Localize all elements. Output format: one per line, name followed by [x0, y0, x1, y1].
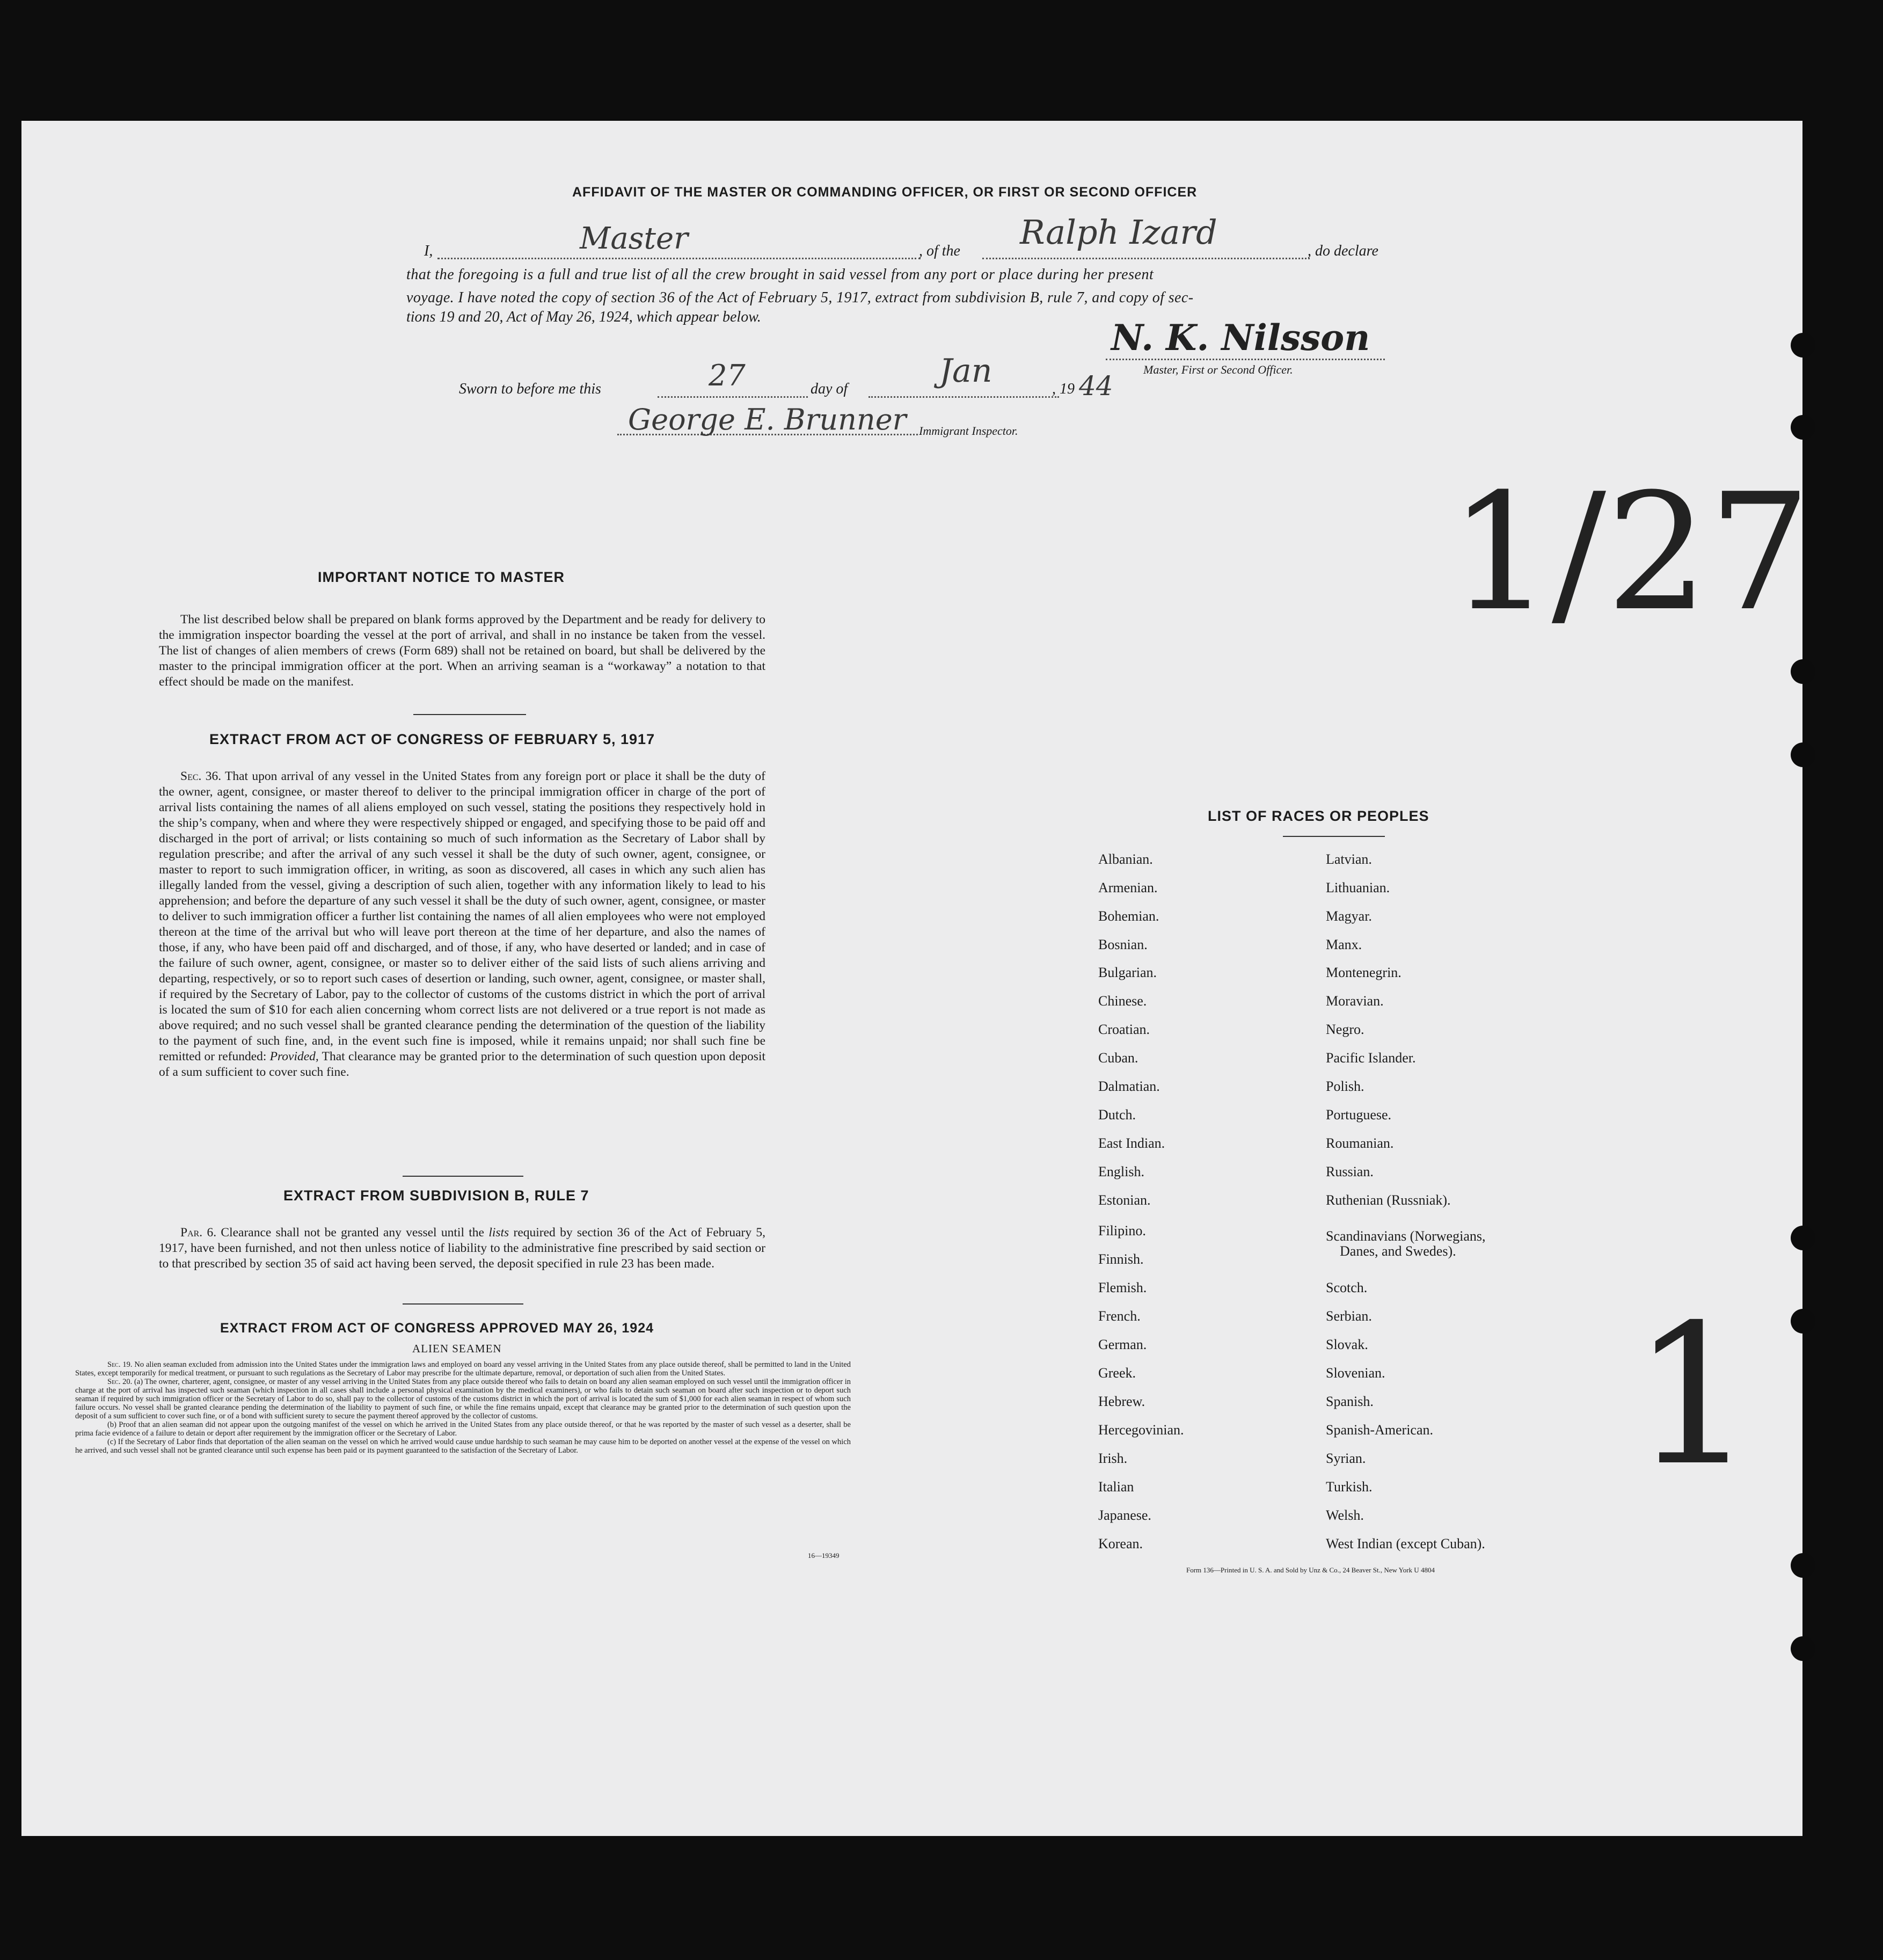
race-item: Scotch. — [1326, 1280, 1368, 1295]
punch-hole — [1791, 1309, 1815, 1334]
day-line — [658, 396, 808, 398]
master-caption: Master, First or Second Officer. — [1143, 363, 1293, 376]
handwritten-year: 44 — [1079, 370, 1113, 402]
race-item: Italian — [1098, 1479, 1134, 1495]
race-item: Dutch. — [1098, 1107, 1136, 1123]
divider — [1283, 836, 1385, 837]
race-item: East Indian. — [1098, 1135, 1165, 1151]
race-item: Scandinavians (Norwegians, — [1326, 1228, 1486, 1244]
race-item: Dalmatian. — [1098, 1079, 1160, 1094]
race-item: Danes, and Swedes). — [1340, 1243, 1456, 1259]
year-prefix: , 19 — [1052, 381, 1075, 397]
race-item: French. — [1098, 1308, 1141, 1324]
affidavit-line-2: that the foregoing is a full and true list of all the crew brought in said vessel from any port or place during her present — [406, 266, 1154, 283]
inspector-caption: Immigrant Inspector. — [919, 424, 1018, 438]
i-label: I, — [424, 243, 433, 259]
punch-hole — [1791, 1636, 1815, 1661]
do-declare-label: , do declare — [1308, 243, 1378, 259]
divider — [403, 1176, 523, 1177]
race-item: Lithuanian. — [1326, 880, 1390, 895]
race-item: Chinese. — [1098, 993, 1147, 1009]
race-item: Russian. — [1326, 1164, 1374, 1179]
race-item: Ruthenian (Russniak). — [1326, 1192, 1451, 1208]
race-item: Slovak. — [1326, 1337, 1368, 1352]
race-item: Korean. — [1098, 1536, 1143, 1551]
race-item: Turkish. — [1326, 1479, 1373, 1495]
alien-seamen-subtitle: ALIEN SEAMEN — [412, 1342, 502, 1355]
race-item: Portuguese. — [1326, 1107, 1392, 1123]
notice-title: IMPORTANT NOTICE TO MASTER — [318, 569, 565, 585]
race-item: Hercegovinian. — [1098, 1422, 1184, 1438]
punch-hole — [1791, 415, 1815, 440]
race-item: Montenegrin. — [1326, 965, 1402, 980]
printer-footer: Form 136—Printed in U. S. A. and Sold by Unz & Co., 24 Beaver St., New York U 4804 — [1186, 1566, 1435, 1574]
rank-line — [437, 258, 921, 259]
handwritten-rank: Master — [580, 221, 688, 256]
handwritten-vessel: Ralph Izard — [1020, 213, 1217, 252]
punch-hole — [1791, 742, 1815, 767]
punch-hole — [1791, 333, 1815, 358]
month-line — [868, 396, 1059, 398]
race-item: Irish. — [1098, 1451, 1128, 1466]
race-item: Finnish. — [1098, 1251, 1144, 1267]
race-item: Pacific Islander. — [1326, 1050, 1416, 1066]
sec-19-20-text: Sec. 19. No alien seaman excluded from admission into the United States under the immigration laws and employed on board any vessel arriving in the United States from any place outside thereof, shall be permitted to land in the United States, except temporarily for medical treatment, or pursuant to such regulations as the Secretary of Labor may prescribe for the ultimate departure, removal, or deportation of such alien from the United States. Sec. 20. (a) The owner, charterer, agent, consignee, or master of any vessel arriving in the United States from any place outside thereof who fails to detain on board any alien seaman employed on such vessel until the immigration officer in charge at the port of arrival has inspected such seaman (which inspection in all cases shall include a personal physical examination by the medical examiners), or who fails to detain such seaman on board after such inspection or to deport such seaman if required by such immigration officer or the Secretary of Labor to do so, shall pay to the collector of customs of the customs district in which the port of arrival is located the sum of $1,000 for each alien seaman in respect of whom such failure occurs. No vessel shall be granted clearance pending the determination of the liability to payment of such fine, or while the fine remains unpaid, except that clearance may be granted prior to the determination of such question upon the deposit of a sum sufficient to cover such fine, or of a bond with sufficient surety to secure the payment thereof approved by the collector of customs. (b) Proof that an alien seaman did not appear upon the outgoing manifest of the vessel on which he arrived in the United States from any place outside thereof, or that he was reported by the master of such vessel as a deserter, shall be prima facie evidence of a failure to detain or deport after requirement by the immigration officer or the Secretary of Labor. (c) If the Secretary of Labor finds that deportation of the alien seaman on the vessel on which he arrived would cause undue hardship to such seaman he may cause him to be deported on another vessel at the expense of the vessel on which he arrived, and such vessel shall not be granted clearance until such expense has been paid or its payment guaranteed to the satisfaction of the Secretary of Labor. — [75, 1360, 851, 1455]
race-item: Serbian. — [1326, 1308, 1372, 1324]
signature-line — [1106, 359, 1385, 360]
race-item: Slovenian. — [1326, 1365, 1385, 1381]
race-item: Magyar. — [1326, 908, 1372, 924]
punch-hole — [1791, 659, 1815, 684]
race-item: Welsh. — [1326, 1507, 1364, 1523]
affidavit-line-3: voyage. I have noted the copy of section 36 of the Act of February 5, 1917, extract from subdivision B, rule 7, and copy of sec- — [406, 289, 1194, 306]
race-item: Moravian. — [1326, 993, 1384, 1009]
race-item: Croatian. — [1098, 1022, 1150, 1037]
par-6-text: Par. 6. Clearance shall not be granted any vessel until the lists required by section 36 of the Act of February 5, 1917, have been furnished, and not then unless notice of liability to the administrative fine prescribed by said section or to that prescribed by section 35 of said act having been served, the deposit specified in rule 23 has been made. — [159, 1226, 766, 1271]
handwritten-signature: N. K. Nilsson — [1111, 317, 1370, 359]
race-item: Flemish. — [1098, 1280, 1147, 1295]
vessel-line — [982, 258, 1310, 259]
notice-text: The list described below shall be prepared on blank forms approved by the Department and be ready for delivery to the immigration inspector boarding the vessel at the port of arrival, and shall in no instance be taken from the vessel. The list of changes of alien members of crews (Form 689) shall not be retained on board, but shall be delivered by the master to the principal immigration officer at the port. When an arriving seaman is a “workaway” a notation to that effect should be made on the manifest. — [159, 613, 765, 689]
extract-1917-title: EXTRACT FROM ACT OF CONGRESS OF FEBRUARY 5, 1917 — [209, 731, 655, 747]
margin-note: 1/27 — [1449, 459, 1811, 646]
race-item: Roumanian. — [1326, 1135, 1394, 1151]
race-item: English. — [1098, 1164, 1144, 1179]
race-item: Bohemian. — [1098, 908, 1159, 924]
form-code: 16—19349 — [808, 1551, 840, 1560]
divider — [403, 1303, 523, 1305]
handwritten-day: 27 — [709, 359, 746, 392]
day-of-label: day of — [811, 381, 848, 397]
of-the-label: , of the — [919, 243, 960, 259]
punch-hole — [1791, 1226, 1815, 1250]
race-item: Bosnian. — [1098, 937, 1148, 952]
race-item: Cuban. — [1098, 1050, 1138, 1066]
race-item: Japanese. — [1098, 1507, 1151, 1523]
race-item: Manx. — [1326, 937, 1362, 952]
affidavit-line-4: tions 19 and 20, Act of May 26, 1924, which appear below. — [406, 309, 761, 325]
sworn-label: Sworn to before me this — [459, 381, 601, 397]
race-item: Polish. — [1326, 1079, 1364, 1094]
divider — [413, 714, 526, 715]
handwritten-inspector: George E. Brunner — [628, 403, 907, 436]
race-item: Spanish. — [1326, 1394, 1374, 1409]
race-item: Filipino. — [1098, 1223, 1146, 1238]
race-item: Latvian. — [1326, 851, 1372, 867]
race-item: Spanish-American. — [1326, 1422, 1434, 1438]
race-item: West Indian (except Cuban). — [1326, 1536, 1485, 1551]
margin-mark: 1 — [1632, 1283, 1755, 1508]
race-item: Hebrew. — [1098, 1394, 1145, 1409]
rule-7-title: EXTRACT FROM SUBDIVISION B, RULE 7 — [283, 1187, 589, 1204]
race-item: Greek. — [1098, 1365, 1136, 1381]
race-item: Negro. — [1326, 1022, 1364, 1037]
extract-1924-title: EXTRACT FROM ACT OF CONGRESS APPROVED MAY 26, 1924 — [220, 1321, 654, 1336]
sec-36-text: Sec. 36. That upon arrival of any vessel in the United States from any foreign port or place it shall be the duty of the owner, agent, consignee, or master thereof to deliver to the principal immigration officer in charge of the port of arrival lists containing the names of all aliens employed on such vessel, stating the positions they respectively hold in the ship’s company, when and where they were respectively shipped or engaged, and specifying those to be paid off and discharged in the port of arrival; or lists containing so much of such information as the Secretary of Labor shall by regulation prescribe; and after the arrival of any such vessel it shall be the duty of such owner, agent, consignee, or master to report to such immigration officer, in writing, as soon as discovered, all cases in which any such alien has illegally landed from the vessel, giving a description of such alien, together with any information likely to lead to his apprehension; and before the departure of any such vessel it shall be the duty of such owner, agent, consignee, or master to deliver to such immigration officer a further list containing the names of all alien employees who were not employed thereon at the time of the arrival but who will leave port thereon at the time of her departure, and also the names of those, if any, who have been paid off and discharged, and of those, if any, who have deserted or landed; and in case of the failure of such owner, agent, consignee, or master so to deliver either of the said lists of such aliens arriving and departing, respectively, or so to report such cases of desertion or landing, such owner, agent, consignee, or master shall, if required by the Secretary of Labor, pay to the collector of customs of the customs district in which the port of arrival is located the sum of $10 for each alien concerning whom correct lists are not delivered or a true report is not made as above required; and no such vessel shall be granted clearance pending the determination of the question of the liability to the payment of such fine, and, in the event such fine is imposed, while it remains unpaid; nor shall such fine be remitted or refunded: Provided, That clearance may be granted prior to the determination of such question upon deposit of a sum sufficient to cover such fine. — [159, 769, 766, 1079]
races-title: LIST OF RACES OR PEOPLES — [1208, 808, 1429, 824]
race-item: Armenian. — [1098, 880, 1158, 895]
race-item: Bulgarian. — [1098, 965, 1157, 980]
race-item: German. — [1098, 1337, 1147, 1352]
race-item: Estonian. — [1098, 1192, 1151, 1208]
affidavit-title: AFFIDAVIT OF THE MASTER OR COMMANDING OFFICER, OR FIRST OR SECOND OFFICER — [572, 185, 1198, 200]
race-item: Albanian. — [1098, 851, 1153, 867]
handwritten-month: Jan — [939, 352, 992, 390]
punch-hole — [1791, 1553, 1815, 1578]
race-item: Syrian. — [1326, 1451, 1366, 1466]
